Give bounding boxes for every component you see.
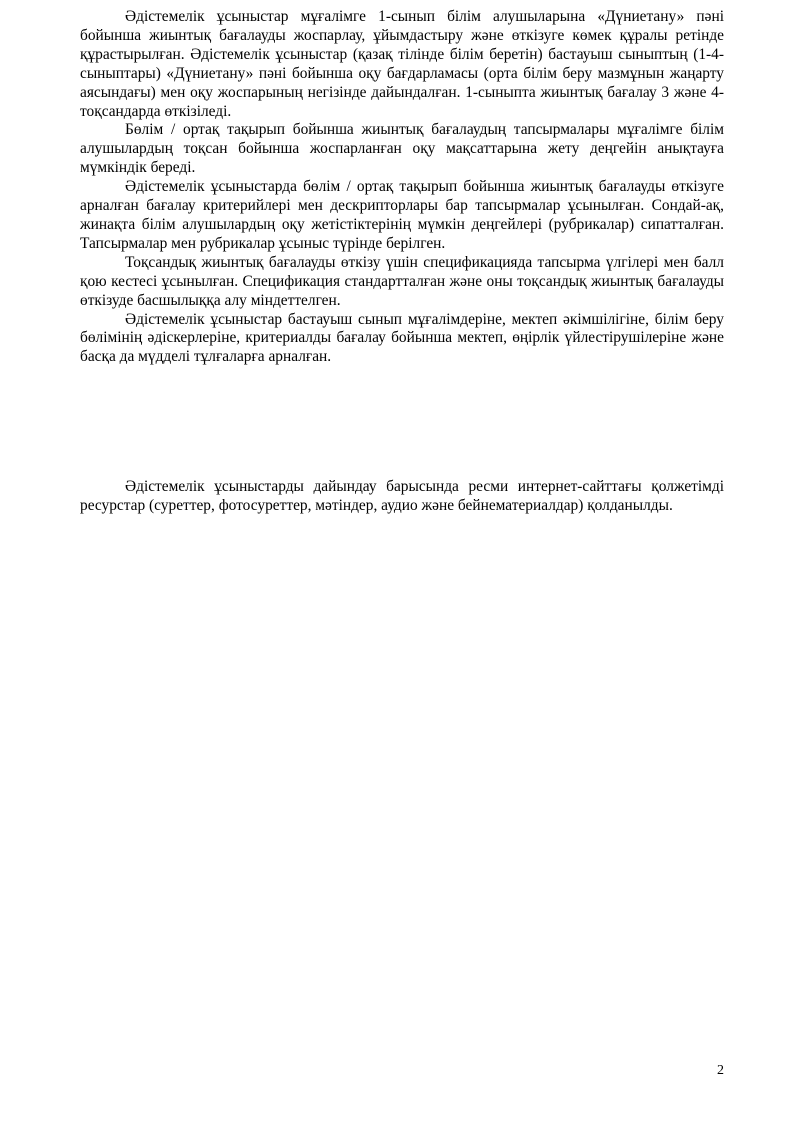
paragraph-criteria: Әдістемелік ұсыныстарда бөлім / ортақ тақырып бойынша жиынтық бағалауды өткізуге арналған бағалау критерийлері мен дескрипторлары бар тапсырмалар ұсынылған. Сондай-ақ, жинақта білім алушылардың оқу жетістіктерінің мүмкін деңгейлері (рубрикалар) сипатталған. Тапсырмалар мен рубрикалар ұсыныс түрінде берілген.: [80, 178, 724, 252]
resources-note: [80, 478, 724, 516]
paragraph-audience: Әдістемелік ұсыныстар бастауыш сынып мұғалімдеріне, мектеп әкімшілігіне, білім беру бөлімінің әдіскерлеріне, критериалды бағалау бойынша мектеп, өңірлік үйлестірушілеріне және басқа да мүдделі тұлғаларға арналған.: [80, 310, 724, 366]
paragraph-intro: Әдістемелік ұсыныстар мұғалімге 1-сынып білім алушыларына «Дүниетану» пәні бойынша жиынтық бағалауды жоспарлау, ұйымдастыру және өткізуге көмек құралы ретінде құрастырылған. Әдістемелік ұсыныстар (қазақ тілінде білім беретін) бастауыш сыныптың (1-4-сыныптары) «Дүниетану» пәні бойынша оқу бағдарламасы (орта білім беру мазмұнын жаңарту аясындағы) мен оқу жоспарының негізінде дайындалған. 1-сыныпта жиынтық бағалау 3 және 4-тоқсандарда өткізіледі.: [80, 8, 724, 120]
paragraph-summative-tasks: Бөлім / ортақ тақырып бойынша жиынтық бағалаудың тапсырмалары мұғалімге білім алушылардың тоқсан бойынша жоспарланған оқу мақсаттарына жету деңгейін анықтауға мүмкіндік береді.: [80, 121, 724, 177]
paragraph-specification: Тоқсандық жиынтық бағалауды өткізу үшін спецификацияда тапсырма үлгілері мен балл қою кестесі ұсынылған. Спецификация стандартталған және оны тоқсандық жиынтық бағалауды өткізуде басшылыққа алу міндеттелген.: [80, 253, 724, 309]
page-number: 2: [717, 1063, 724, 1078]
paragraph-resources: Әдістемелік ұсыныстарды дайындау барысында ресми интернет-сайттағы қолжетімді ресурстар (суреттер, фотосуреттер, мәтіндер, аудио және бейнематериалдар) қолданылды.: [80, 478, 724, 514]
main-text: [80, 8, 724, 367]
